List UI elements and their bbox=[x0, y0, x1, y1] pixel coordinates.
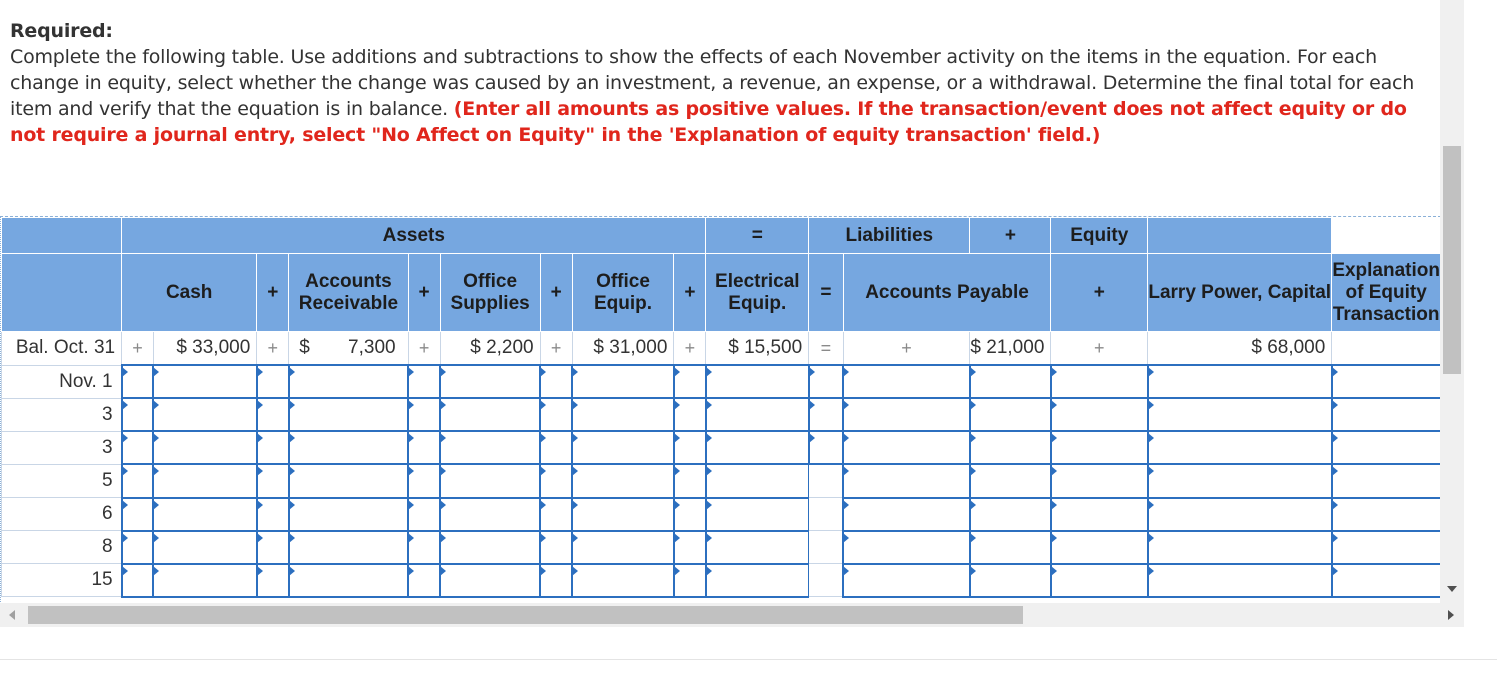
operator-select[interactable] bbox=[674, 498, 706, 531]
horizontal-scroll-thumb[interactable] bbox=[28, 606, 1023, 624]
operator-select[interactable] bbox=[540, 531, 572, 564]
electrical-equip-input[interactable] bbox=[706, 464, 809, 498]
header-blank-2 bbox=[1148, 218, 1332, 254]
operator-select[interactable] bbox=[1051, 398, 1148, 431]
operator-select[interactable] bbox=[540, 564, 572, 597]
capital-input[interactable] bbox=[1148, 365, 1332, 398]
office-equip-input[interactable] bbox=[572, 398, 674, 431]
cash-input[interactable] bbox=[153, 498, 256, 531]
operator-select[interactable] bbox=[540, 498, 572, 531]
transaction-date-label: 3 bbox=[2, 398, 122, 431]
scroll-down-arrow-icon[interactable] bbox=[1447, 586, 1457, 592]
operator-select[interactable] bbox=[122, 531, 154, 564]
supplies-input[interactable] bbox=[440, 365, 540, 398]
balance-supplies: $ 2,200 bbox=[440, 332, 540, 366]
vertical-scrollbar[interactable] bbox=[1440, 0, 1464, 625]
scroll-right-arrow-icon[interactable] bbox=[1448, 610, 1454, 620]
footer-divider bbox=[0, 659, 1497, 660]
col-cash: Cash bbox=[122, 254, 257, 332]
operator-select[interactable] bbox=[122, 365, 154, 398]
transaction-row bbox=[2, 498, 1441, 531]
operator-select[interactable] bbox=[122, 398, 154, 431]
operator-select[interactable] bbox=[674, 531, 706, 564]
operator-select[interactable] bbox=[257, 531, 289, 564]
operator-select[interactable] bbox=[122, 464, 154, 498]
electrical-equip-input[interactable] bbox=[706, 431, 809, 464]
instructions-body: Complete the following table. Use additions and subtractions to show the effects of each November activity on the items in the equation. For each change in equity, select whether the change was caused by an investment, a revenue, an expense, or a withdrawal. Determine the final total for each item and verify that the equation is in balance. bbox=[10, 46, 1415, 120]
col-accounts-receivable: Accounts Receivable bbox=[289, 254, 408, 332]
cash-input[interactable] bbox=[153, 398, 256, 431]
equals-cell bbox=[809, 498, 843, 531]
balance-equals: = bbox=[809, 332, 843, 366]
ap-input[interactable] bbox=[970, 498, 1051, 531]
explanation-input[interactable] bbox=[1332, 398, 1441, 431]
transaction-row bbox=[2, 531, 1441, 564]
electrical-equip-input[interactable] bbox=[706, 531, 809, 564]
office-equip-input[interactable] bbox=[572, 431, 674, 464]
required-heading: Required: bbox=[10, 20, 113, 42]
equity-header: Equity bbox=[1051, 218, 1148, 254]
supplies-input[interactable] bbox=[440, 498, 540, 531]
operator-select[interactable] bbox=[122, 431, 154, 464]
col-plus-2: + bbox=[408, 254, 440, 332]
explanation-input[interactable] bbox=[1332, 464, 1441, 498]
col-office-supplies: Office Supplies bbox=[440, 254, 540, 332]
col-office-equip: Office Equip. bbox=[572, 254, 674, 332]
col-plus-3: + bbox=[540, 254, 572, 332]
ap-input[interactable] bbox=[970, 398, 1051, 431]
cash-input[interactable] bbox=[153, 531, 256, 564]
capital-input[interactable] bbox=[1148, 464, 1332, 498]
balance-op-1: + bbox=[122, 332, 154, 366]
office-equip-input[interactable] bbox=[572, 498, 674, 531]
equals-cell[interactable] bbox=[809, 431, 843, 464]
balance-op-6: + bbox=[843, 332, 970, 366]
operator-select[interactable] bbox=[843, 398, 970, 431]
transaction-date-label: 3 bbox=[2, 431, 122, 464]
balance-electrical-equip: $ 15,500 bbox=[706, 332, 809, 366]
transaction-date-label: 6 bbox=[2, 498, 122, 531]
balance-explanation bbox=[1332, 332, 1441, 366]
ap-input[interactable] bbox=[970, 564, 1051, 597]
equals-cell bbox=[809, 531, 843, 564]
operator-select[interactable] bbox=[257, 498, 289, 531]
operator-select[interactable] bbox=[674, 365, 706, 398]
scroll-left-arrow-icon[interactable] bbox=[9, 610, 15, 620]
operator-select[interactable] bbox=[1051, 365, 1148, 398]
horizontal-scrollbar[interactable] bbox=[0, 603, 1464, 627]
supplies-input[interactable] bbox=[440, 431, 540, 464]
office-equip-input[interactable] bbox=[572, 464, 674, 498]
operator-select[interactable] bbox=[1051, 464, 1148, 498]
header-blank bbox=[2, 218, 122, 254]
supplies-input[interactable] bbox=[440, 464, 540, 498]
ap-input[interactable] bbox=[970, 464, 1051, 498]
explanation-input[interactable] bbox=[1332, 564, 1441, 597]
transaction-row bbox=[2, 431, 1441, 464]
operator-select[interactable] bbox=[408, 431, 440, 464]
col-plus-4: + bbox=[674, 254, 706, 332]
operator-select[interactable] bbox=[540, 365, 572, 398]
operator-select[interactable] bbox=[408, 464, 440, 498]
operator-select[interactable] bbox=[540, 431, 572, 464]
office-equip-input[interactable] bbox=[572, 365, 674, 398]
col-plus-5: + bbox=[1051, 254, 1148, 332]
ar-input[interactable] bbox=[289, 431, 408, 464]
balance-op-7: + bbox=[1051, 332, 1148, 366]
balance-ar-value: 7,300 bbox=[348, 337, 396, 358]
instructions bbox=[10, 18, 1430, 148]
capital-input[interactable] bbox=[1148, 498, 1332, 531]
operator-select[interactable] bbox=[122, 498, 154, 531]
ar-input[interactable] bbox=[289, 398, 408, 431]
cash-input[interactable] bbox=[153, 431, 256, 464]
operator-select[interactable] bbox=[1051, 564, 1148, 597]
operator-select[interactable] bbox=[122, 564, 154, 597]
ar-input[interactable] bbox=[289, 498, 408, 531]
supplies-input[interactable] bbox=[440, 398, 540, 431]
operator-select[interactable] bbox=[843, 365, 970, 398]
office-equip-input[interactable] bbox=[572, 531, 674, 564]
operator-select[interactable] bbox=[408, 564, 440, 597]
ar-input[interactable] bbox=[289, 365, 408, 398]
transaction-row bbox=[2, 564, 1441, 597]
accounting-equation-table bbox=[0, 216, 1441, 604]
balance-ar-symbol: $ bbox=[299, 337, 310, 358]
balance-op-5: + bbox=[674, 332, 706, 366]
transaction-row bbox=[2, 464, 1441, 498]
operator-select[interactable] bbox=[257, 365, 289, 398]
equation-table bbox=[1, 217, 1441, 598]
balance-office-equip: $ 31,000 bbox=[572, 332, 674, 366]
supplies-input[interactable] bbox=[440, 531, 540, 564]
balance-ap: $ 21,000 bbox=[970, 332, 1051, 366]
balance-label: Bal. Oct. 31 bbox=[2, 332, 122, 366]
operator-select[interactable] bbox=[843, 431, 970, 464]
equals-cell bbox=[809, 464, 843, 498]
instructions-note: (Enter all amounts as positive values. If the transaction/event does not affect equity or do not require a journal entry, select "No Affect on Equity" in the 'Explanation of equity transaction' field.) bbox=[10, 98, 1407, 146]
ap-input[interactable] bbox=[970, 531, 1051, 564]
vertical-scroll-thumb[interactable] bbox=[1443, 146, 1461, 374]
operator-select[interactable] bbox=[674, 564, 706, 597]
operator-select[interactable] bbox=[408, 531, 440, 564]
equals-cell[interactable] bbox=[809, 398, 843, 431]
operator-select[interactable] bbox=[1051, 498, 1148, 531]
operator-select[interactable] bbox=[843, 531, 970, 564]
electrical-equip-input[interactable] bbox=[706, 398, 809, 431]
operator-select[interactable] bbox=[1051, 431, 1148, 464]
electrical-equip-input[interactable] bbox=[706, 498, 809, 531]
balance-op-4: + bbox=[540, 332, 572, 366]
explanation-input[interactable] bbox=[1332, 431, 1441, 464]
operator-select[interactable] bbox=[408, 398, 440, 431]
operator-select[interactable] bbox=[674, 398, 706, 431]
ap-input[interactable] bbox=[970, 431, 1051, 464]
ar-input[interactable] bbox=[289, 564, 408, 597]
col-capital: Larry Power, Capital bbox=[1148, 254, 1332, 332]
operator-select[interactable] bbox=[843, 564, 970, 597]
transaction-date-label: 15 bbox=[2, 564, 122, 597]
electrical-equip-input[interactable] bbox=[706, 365, 809, 398]
equals-cell[interactable] bbox=[809, 365, 843, 398]
equals-header: = bbox=[706, 218, 809, 254]
transaction-date-label: 8 bbox=[2, 531, 122, 564]
supplies-input[interactable] bbox=[440, 564, 540, 597]
balance-row bbox=[2, 332, 1441, 366]
transaction-date-label: 5 bbox=[2, 464, 122, 498]
transaction-date-label: Nov. 1 bbox=[2, 365, 122, 398]
explanation-input[interactable] bbox=[1332, 365, 1441, 398]
balance-cash: $ 33,000 bbox=[153, 332, 256, 366]
cash-input[interactable] bbox=[153, 365, 256, 398]
capital-input[interactable] bbox=[1148, 564, 1332, 597]
plus-header: + bbox=[970, 218, 1051, 254]
operator-select[interactable] bbox=[1051, 531, 1148, 564]
operator-select[interactable] bbox=[257, 464, 289, 498]
office-equip-input[interactable] bbox=[572, 564, 674, 597]
cash-input[interactable] bbox=[153, 464, 256, 498]
col-electrical-equip: Electrical Equip. bbox=[706, 254, 809, 332]
balance-op-3: + bbox=[408, 332, 440, 366]
assets-header: Assets bbox=[122, 218, 706, 254]
balance-ar bbox=[289, 332, 408, 366]
operator-select[interactable] bbox=[843, 498, 970, 531]
operator-select[interactable] bbox=[540, 398, 572, 431]
capital-input[interactable] bbox=[1148, 431, 1332, 464]
ar-input[interactable] bbox=[289, 464, 408, 498]
liabilities-header: Liabilities bbox=[809, 218, 970, 254]
ar-input[interactable] bbox=[289, 531, 408, 564]
col-plus-1: + bbox=[257, 254, 289, 332]
operator-select[interactable] bbox=[408, 498, 440, 531]
operator-select[interactable] bbox=[408, 365, 440, 398]
capital-input[interactable] bbox=[1148, 398, 1332, 431]
explanation-input[interactable] bbox=[1332, 531, 1441, 564]
operator-select[interactable] bbox=[257, 431, 289, 464]
electrical-equip-input[interactable] bbox=[706, 564, 809, 597]
col-accounts-payable: Accounts Payable bbox=[843, 254, 1051, 332]
equals-cell bbox=[809, 564, 843, 597]
capital-input[interactable] bbox=[1148, 531, 1332, 564]
operator-select[interactable] bbox=[674, 464, 706, 498]
operator-select[interactable] bbox=[257, 564, 289, 597]
explanation-input[interactable] bbox=[1332, 498, 1441, 531]
balance-op-2: + bbox=[257, 332, 289, 366]
ap-input[interactable] bbox=[970, 365, 1051, 398]
cash-input[interactable] bbox=[153, 564, 256, 597]
transaction-row bbox=[2, 398, 1441, 431]
col-equals: = bbox=[809, 254, 843, 332]
col-explanation: Explanation of Equity Transaction bbox=[1332, 254, 1441, 332]
transaction-row bbox=[2, 365, 1441, 398]
balance-capital: $ 68,000 bbox=[1148, 332, 1332, 366]
operator-select[interactable] bbox=[257, 398, 289, 431]
col-header-blank bbox=[2, 254, 122, 332]
operator-select[interactable] bbox=[674, 431, 706, 464]
operator-select[interactable] bbox=[540, 464, 572, 498]
operator-select[interactable] bbox=[843, 464, 970, 498]
